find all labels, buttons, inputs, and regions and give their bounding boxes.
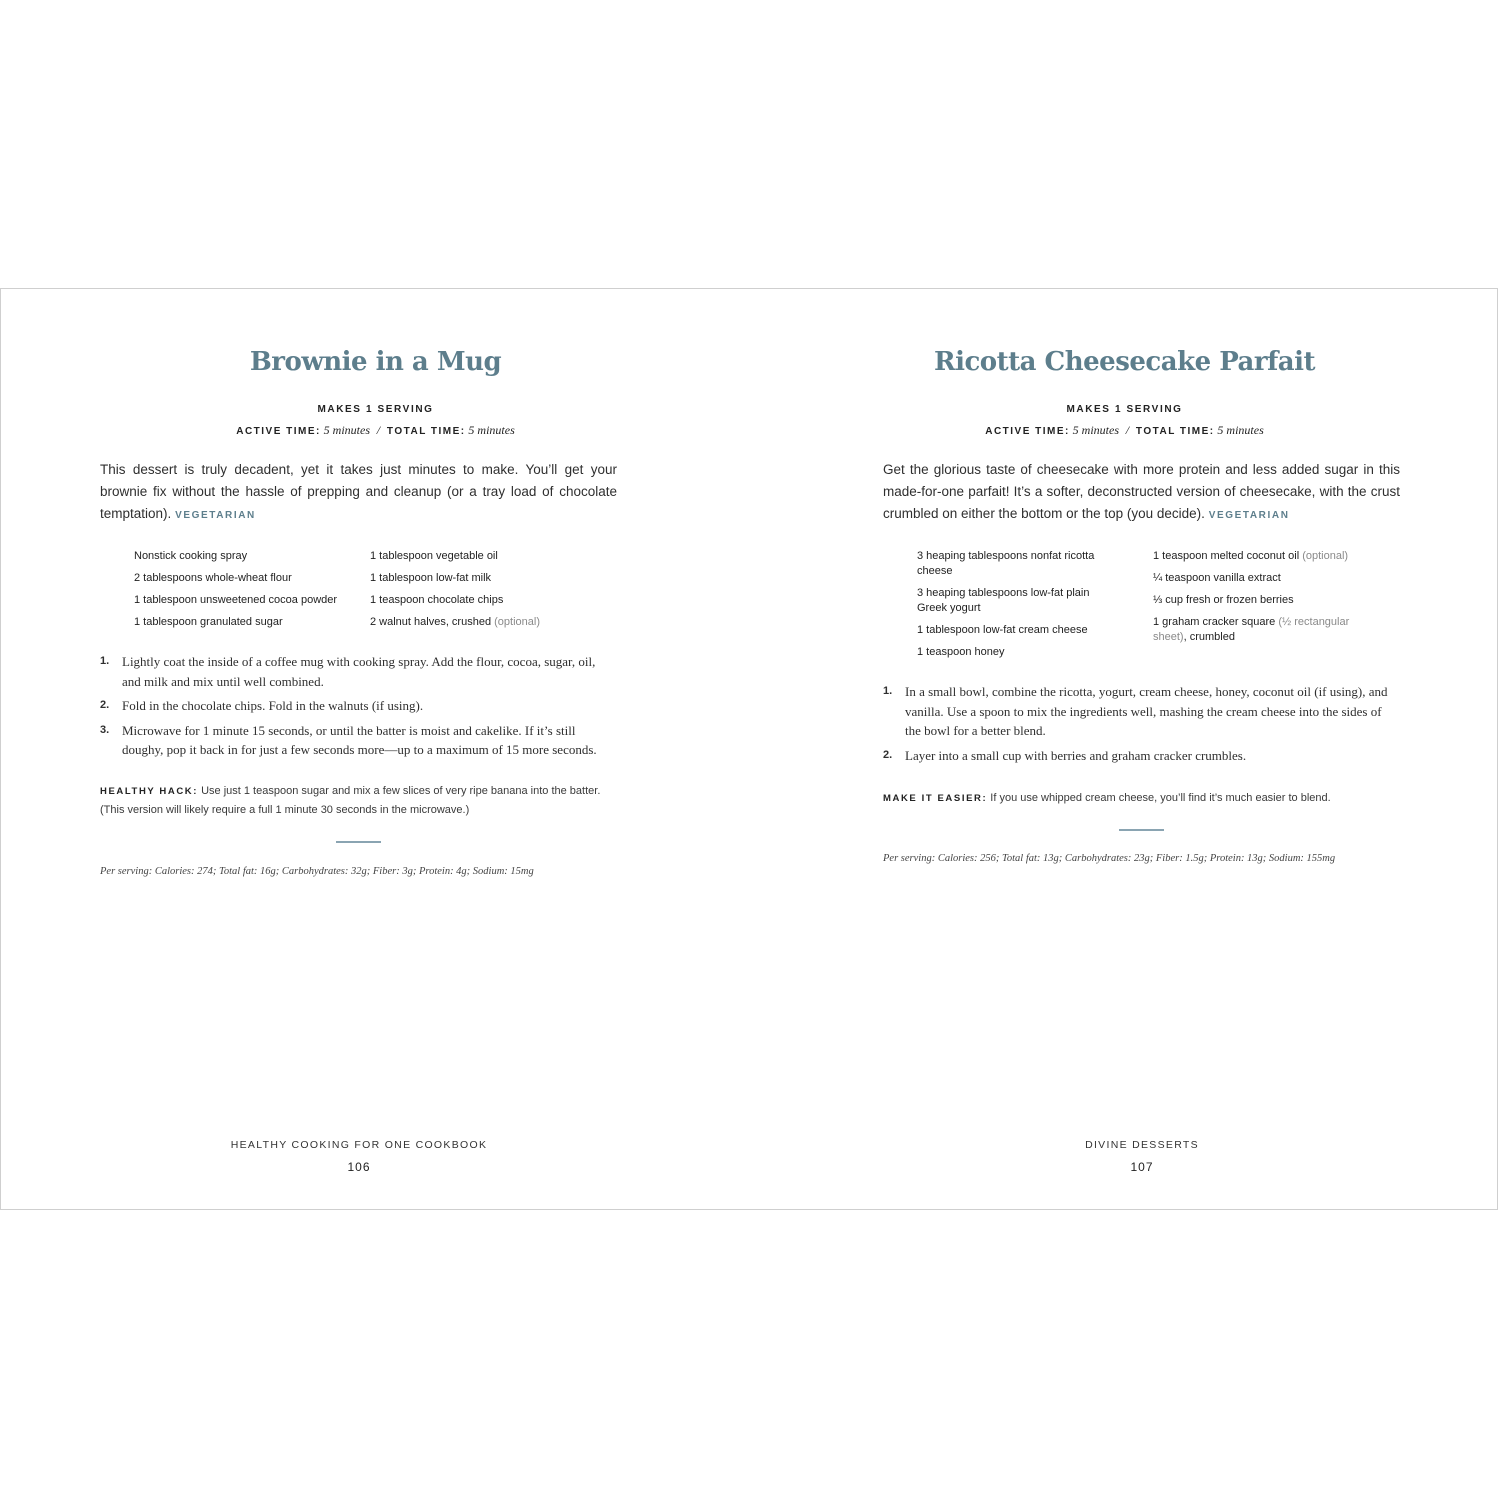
step-number: 2. (100, 699, 110, 711)
ingredients-column-2 (370, 549, 590, 637)
total-time-label: TOTAL TIME: (386, 426, 466, 437)
active-time-value: 5 minutes (323, 423, 371, 437)
step-number: 1. (883, 685, 893, 697)
ingredient-text: ⅓ cup fresh or frozen berries (1153, 594, 1294, 606)
vegetarian-tag: VEGETARIAN (1208, 510, 1290, 521)
ingredient: 1 tablespoon unsweetened cocoa powder (134, 594, 338, 606)
ingredients-column-1 (134, 549, 354, 637)
ingredient: 3 heaping tablespoons low-fat plain Greek yogurt (917, 587, 1090, 614)
optional-note: (optional) (494, 616, 540, 628)
ingredient-suffix: , crumbled (1183, 631, 1235, 643)
recipe-title: Ricotta Cheesecake Parfait (933, 347, 1316, 377)
ingredient: 1 teaspoon honey (917, 646, 1005, 658)
left-page (1, 289, 750, 1209)
step-number: 2. (883, 748, 893, 761)
recipe-title: Brownie in a Mug (249, 347, 502, 377)
total-time-label: TOTAL TIME: (1135, 426, 1215, 437)
right-page (750, 289, 1499, 1209)
step (100, 696, 610, 716)
ingredient (1153, 593, 1368, 608)
optional-note: (optional) (1302, 550, 1349, 562)
note-text: If you use whipped cream cheese, you’ll find it’s much easier to blend. (990, 792, 1331, 804)
ingredients-column-2 (1153, 549, 1368, 652)
time-separator: / (376, 423, 381, 437)
servings-line: MAKES 1 SERVING (317, 404, 434, 415)
ingredient: 2 tablespoons whole-wheat flour (134, 572, 292, 584)
ingredient: 1 tablespoon granulated sugar (134, 616, 283, 628)
optional-note: (½ rectangular sheet) (1153, 616, 1350, 643)
note-text: Use just 1 teaspoon sugar and mix a few slices of very ripe banana into the batter. (This version will likely require a full 1 minute 30 seconds in the microwave.) (100, 785, 601, 816)
ingredient: Nonstick cooking spray (134, 550, 248, 562)
note-label: MAKE IT EASIER: (883, 793, 988, 804)
ingredient (370, 571, 590, 586)
active-time-label: ACTIVE TIME: (985, 426, 1070, 437)
recipe-steps (883, 682, 1393, 770)
vegetarian-tag: VEGETARIAN (175, 510, 256, 521)
ingredient-text: 1 graham cracker square (1153, 616, 1276, 628)
step-text: In a small bowl, combine the ricotta, yogurt, cream cheese, honey, coconut oil (if using), and vanilla. Use a spoon to mix the ingredients well, mashing the cream cheese into the sides of the bowl for a better blend. (905, 684, 1388, 738)
ingredient (1153, 615, 1368, 645)
step-number: 1. (100, 655, 110, 667)
healthy-hack-note (100, 782, 610, 820)
step (883, 746, 1393, 766)
ingredient: 3 heaping tablespoons nonfat ricotta cheese (917, 550, 1095, 577)
step-number: 3. (100, 723, 110, 736)
active-time-value: 5 minutes (1072, 423, 1120, 437)
ingredient (370, 549, 590, 564)
running-head: HEALTHY COOKING FOR ONE COOKBOOK (230, 1139, 488, 1151)
step (100, 652, 610, 691)
servings-line: MAKES 1 SERVING (1066, 404, 1183, 415)
step-text: Lightly coat the inside of a coffee mug with cooking spray. Add the flour, cocoa, sugar, oil, and milk and mix until well combined. (122, 654, 596, 689)
divider-rule (1119, 829, 1164, 831)
ingredient-text: 1 teaspoon chocolate chips (370, 594, 504, 606)
note-label: HEALTHY HACK: (100, 786, 199, 797)
intro-text: Get the glorious taste of cheesecake with more protein and less added sugar in this made-for-one parfait! It’s a softer, deconstructed version of cheesecake, with the crust crumbled on either the bottom or the top (you decide). (883, 462, 1400, 521)
intro-text: This dessert is truly decadent, yet it takes just minutes to make. You’ll get your brownie fix without the hassle of prepping and cleanup (or a tray load of chocolate temptation). (100, 462, 617, 521)
ingredient (1153, 571, 1368, 586)
total-time-value: 5 minutes (468, 423, 515, 437)
step-text: Fold in the chocolate chips. Fold in the walnuts (if using). (122, 698, 424, 713)
step-text: Microwave for 1 minute 15 seconds, or until the batter is moist and cakelike. If it’s still doughy, pop it back in for just a few seconds more—up to a maximum of 15 more seconds. (122, 722, 597, 757)
time-separator: / (1125, 423, 1130, 437)
recipe-intro (883, 459, 1400, 527)
page-number: 106 (347, 1160, 371, 1174)
ingredient-text: 1 tablespoon low-fat milk (370, 572, 492, 584)
step (883, 682, 1393, 741)
step (100, 721, 610, 760)
step-text: Layer into a small cup with berries and graham cracker crumbles. (905, 747, 1247, 763)
make-it-easier-note (883, 789, 1393, 808)
active-time-label: ACTIVE TIME: (236, 426, 321, 437)
book-spread (0, 288, 1498, 1210)
recipe-intro (100, 459, 617, 527)
time-line (750, 423, 1499, 438)
ingredient: 1 tablespoon low-fat cream cheese (917, 624, 1088, 636)
recipe-steps (100, 652, 610, 765)
total-time-value: 5 minutes (1217, 423, 1264, 437)
running-head: DIVINE DESSERTS (1085, 1139, 1199, 1151)
ingredient-text: ¼ teaspoon vanilla extract (1153, 572, 1281, 584)
ingredient (1153, 549, 1368, 564)
divider-rule (336, 841, 381, 843)
ingredient (370, 615, 590, 630)
nutrition-info: Per serving: Calories: 256; Total fat: 13g; Carbohydrates: 23g; Fiber: 1.5g; Protein: 13g; Sodium: 155mg (883, 853, 1336, 864)
ingredient-text: 2 walnut halves, crushed (370, 616, 492, 628)
nutrition-info: Per serving: Calories: 274; Total fat: 16g; Carbohydrates: 32g; Fiber: 3g; Protein: 4g; Sodium: 15mg (100, 866, 534, 877)
ingredients-column-1 (917, 549, 1112, 667)
time-line (1, 423, 750, 438)
ingredient (370, 593, 590, 608)
page-number: 107 (1130, 1160, 1154, 1174)
ingredient-text: 1 tablespoon vegetable oil (370, 550, 498, 562)
ingredient-text: 1 teaspoon melted coconut oil (1153, 550, 1300, 562)
